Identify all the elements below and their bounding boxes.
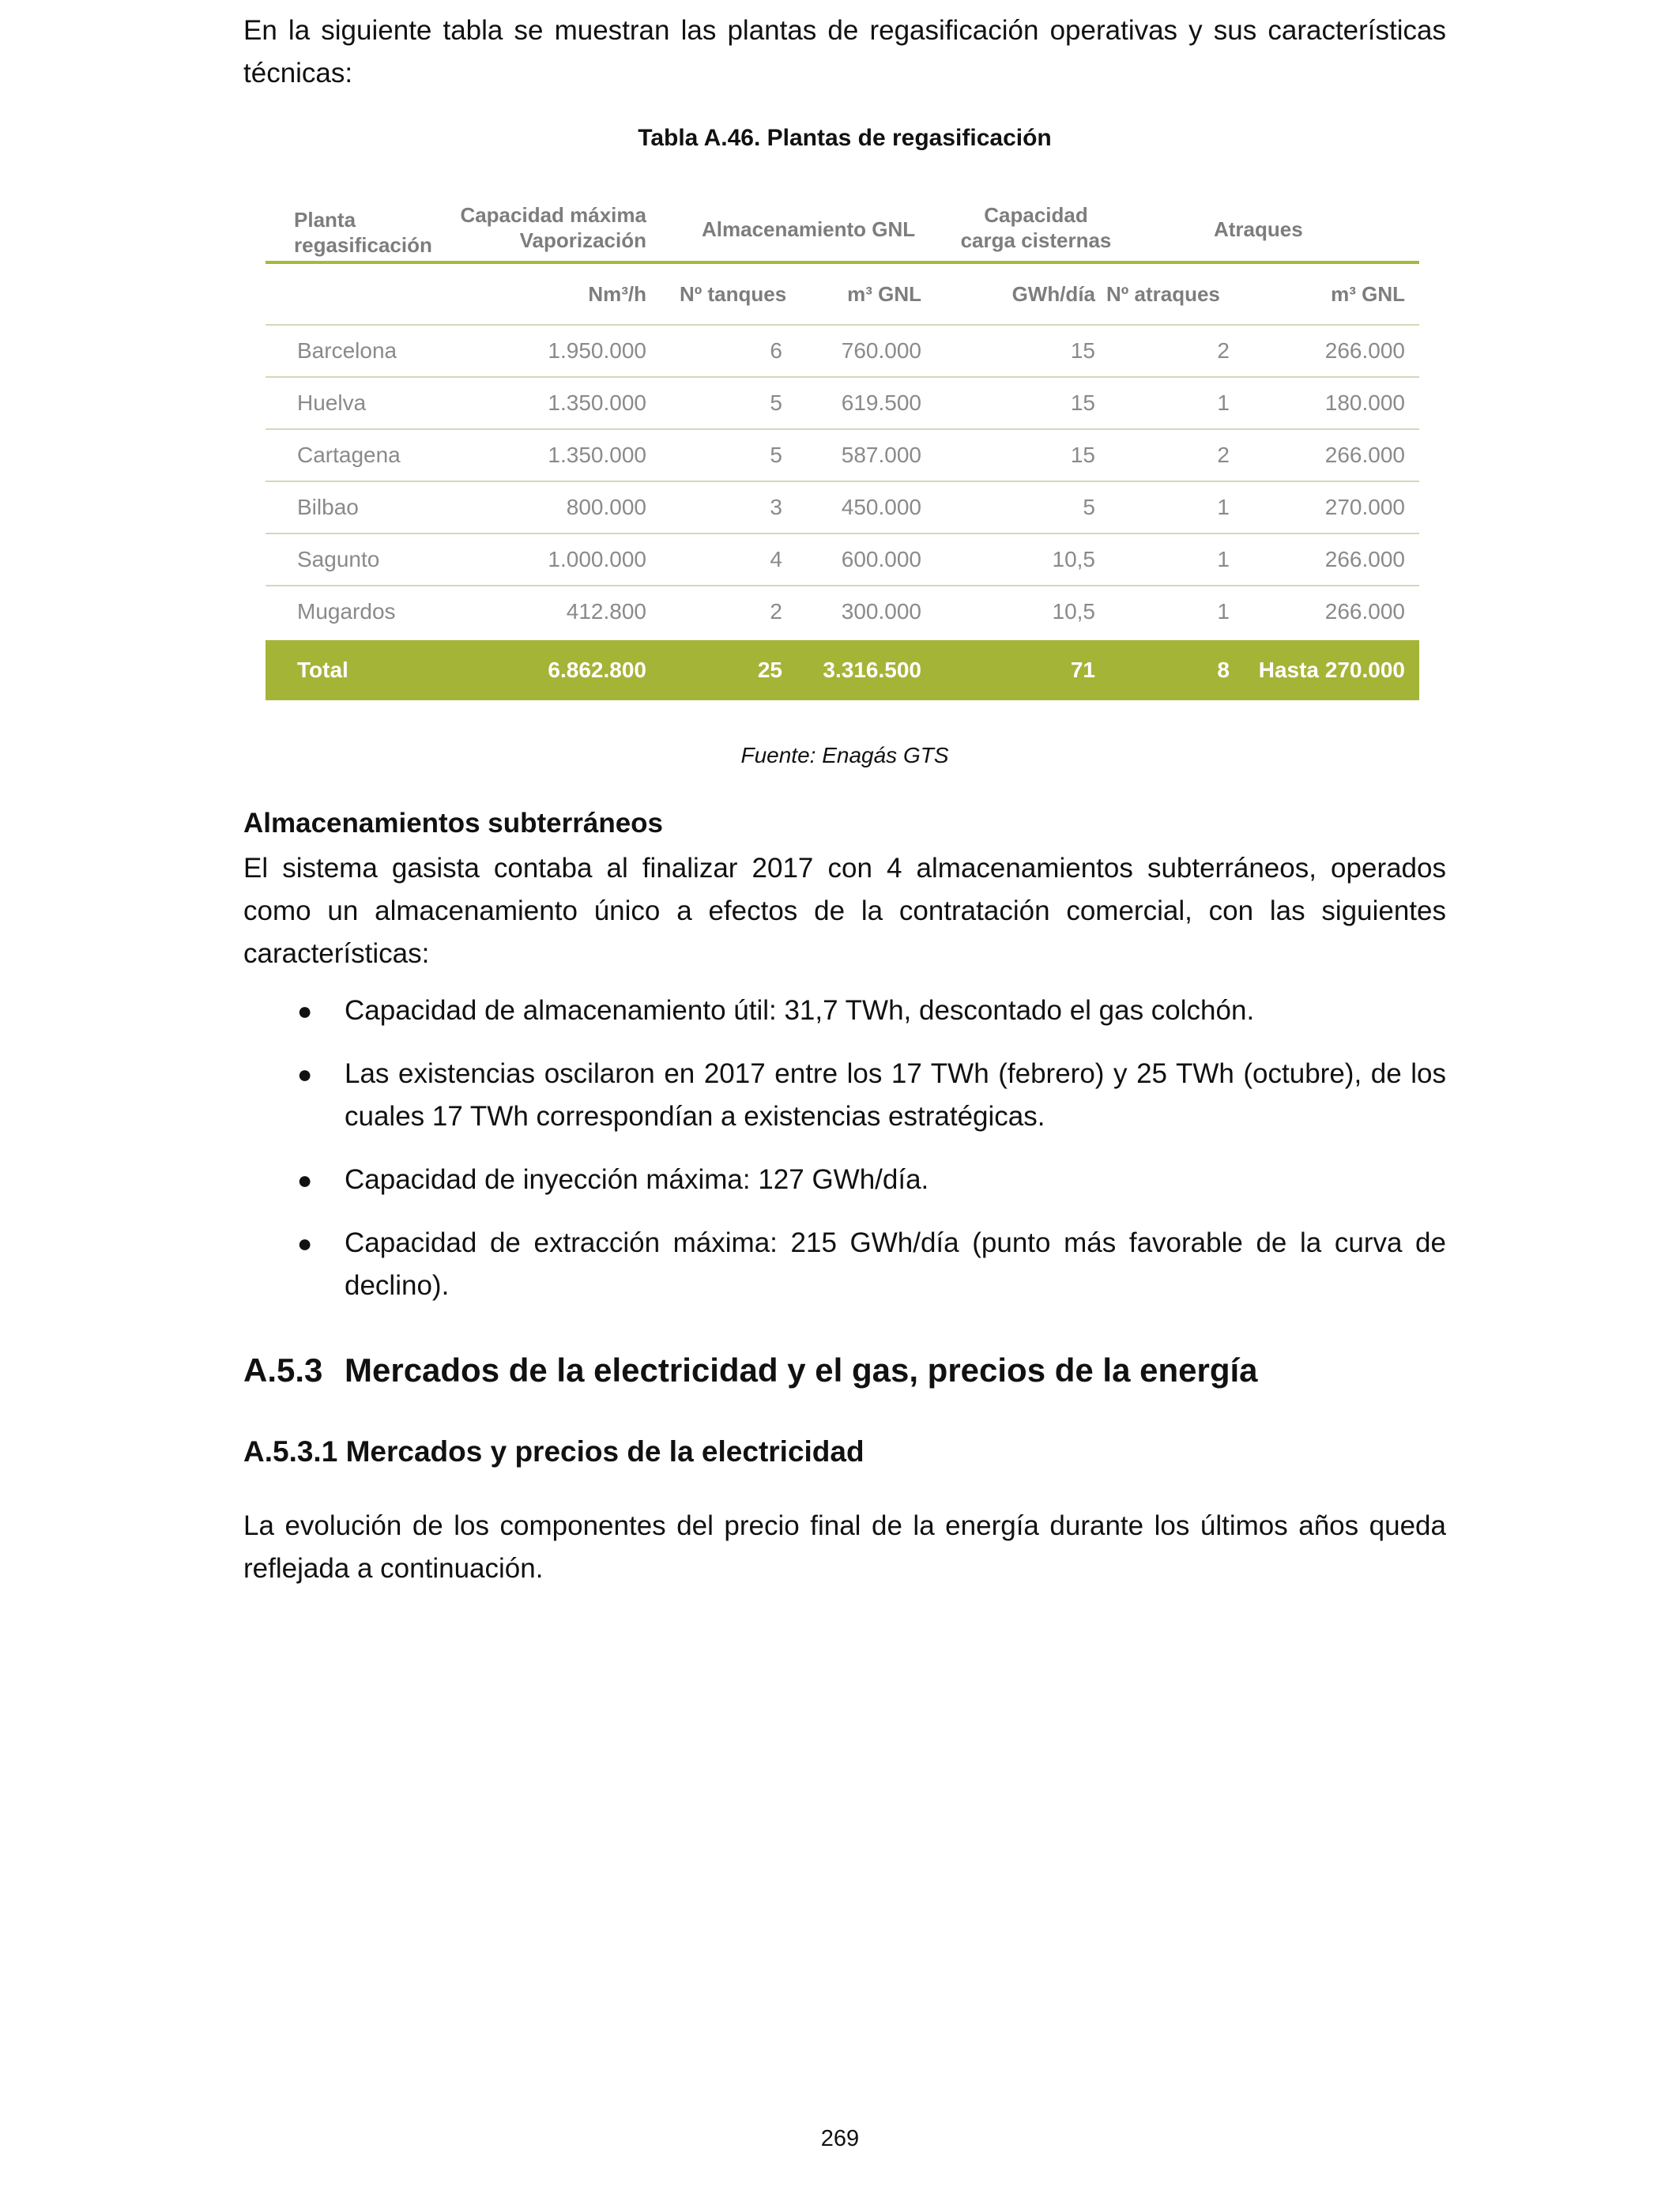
- cell-carga: 10,5: [1052, 599, 1095, 624]
- cell-planta: Huelva: [297, 390, 367, 415]
- cell-atraques: 1: [1217, 495, 1230, 519]
- cell-carga: 15: [1070, 338, 1095, 363]
- intro-paragraph: En la siguiente tabla se muestran las plantas de regasificación operativas y sus características técnicas:: [243, 15, 1446, 89]
- total-tanques: 25: [757, 658, 782, 682]
- list-item-text: Capacidad de almacenamiento útil: 31,7 TWh, descontado el gas colchón.: [345, 995, 1255, 1026]
- cell-planta: Cartagena: [297, 443, 401, 467]
- list-item: [243, 990, 1446, 1032]
- cell-m3-atraques: 180.000: [1324, 390, 1405, 415]
- cell-tanques: 6: [770, 338, 782, 363]
- closing-paragraph: La evolución de los componentes del precio final de la energía durante los últimos años queda reflejada a continuación.: [243, 1510, 1446, 1584]
- header-planta: [294, 207, 432, 258]
- table-row: [266, 326, 1419, 378]
- table-row: [266, 378, 1419, 430]
- total-label: Total: [297, 658, 348, 682]
- cell-vaporizacion: 1.000.000: [548, 547, 646, 571]
- bullet-icon: ●: [297, 1166, 313, 1194]
- cell-almacenamiento: 600.000: [841, 547, 921, 571]
- cell-tanques: 2: [770, 599, 782, 624]
- total-almacenamiento: 3.316.500: [823, 658, 921, 682]
- cell-planta: Mugardos: [297, 599, 396, 624]
- cell-atraques: 1: [1217, 599, 1230, 624]
- total-atraques: 8: [1217, 658, 1230, 682]
- total-vaporizacion: 6.862.800: [548, 658, 646, 682]
- cell-tanques: 5: [770, 443, 782, 467]
- almacenamientos-paragraph: El sistema gasista contaba al finalizar 2017 con 4 almacenamientos subterráneos, operados como un almacenamiento único a efectos de la contratación comercial, con las siguientes características:: [243, 853, 1446, 969]
- header-capacidad-vaporizacion: [447, 202, 646, 253]
- cell-planta: Sagunto: [297, 547, 380, 571]
- header-planta-line1: Planta: [294, 208, 356, 232]
- subsection-heading: A.5.3.1 Mercados y precios de la electricidad: [243, 1435, 864, 1468]
- table-row: [266, 586, 1419, 639]
- header-capacidad-line2: Vaporización: [519, 228, 646, 252]
- unit-nm3h: Nm³/h: [588, 282, 646, 306]
- total-m3-atraques: Hasta 270.000: [1258, 658, 1405, 682]
- list-item-text: Capacidad de extracción máxima: 215 GWh/día (punto más favorable de la curva de declino).: [345, 1227, 1446, 1301]
- cell-m3-atraques: 266.000: [1324, 599, 1405, 624]
- cell-m3-atraques: 270.000: [1324, 495, 1405, 519]
- cell-atraques: 2: [1217, 338, 1230, 363]
- page-number: 269: [820, 2126, 860, 2151]
- cell-almacenamiento: 760.000: [841, 338, 921, 363]
- list-item-text: Capacidad de inyección máxima: 127 GWh/día.: [345, 1164, 929, 1195]
- header-almacenamiento: Almacenamiento GNL: [702, 217, 916, 241]
- cell-tanques: 3: [770, 495, 782, 519]
- cell-atraques: 2: [1217, 443, 1230, 467]
- cell-carga: 15: [1070, 390, 1095, 415]
- cell-almacenamiento: 619.500: [841, 390, 921, 415]
- section-heading: [243, 1351, 1258, 1389]
- cell-vaporizacion: 1.950.000: [548, 338, 646, 363]
- cell-almacenamiento: 587.000: [841, 443, 921, 467]
- section-number: A.5.3: [243, 1351, 323, 1389]
- cell-carga: 10,5: [1052, 547, 1095, 571]
- cell-vaporizacion: 412.800: [566, 599, 646, 624]
- cell-m3-atraques: 266.000: [1324, 338, 1405, 363]
- unit-m3-gnl-atraques: m³ GNL: [1331, 282, 1405, 306]
- cell-vaporizacion: 800.000: [566, 495, 646, 519]
- characteristics-list: [243, 990, 1446, 1328]
- list-item: [243, 1159, 1446, 1201]
- table-row: [266, 430, 1419, 482]
- cell-vaporizacion: 1.350.000: [548, 390, 646, 415]
- table-caption: Tabla A.46. Plantas de regasificación: [638, 125, 1052, 151]
- unit-atraques: Nº atraques: [1106, 282, 1220, 306]
- header-carga-line2: carga cisternas: [960, 228, 1112, 252]
- almacenamientos-heading: Almacenamientos subterráneos: [243, 808, 664, 839]
- regasification-table: [266, 198, 1419, 703]
- bullet-icon: ●: [297, 997, 313, 1025]
- cell-carga: 5: [1083, 495, 1095, 519]
- list-item: [243, 1222, 1446, 1307]
- header-rule: [266, 261, 1419, 264]
- table-row: [266, 534, 1419, 586]
- cell-carga: 15: [1070, 443, 1095, 467]
- unit-gwh-dia: GWh/día: [1011, 282, 1095, 306]
- section-title: Mercados de la electricidad y el gas, precios de la energía: [345, 1351, 1258, 1389]
- unit-m3-gnl-storage: m³ GNL: [847, 282, 921, 306]
- table-total-row: [266, 640, 1419, 700]
- unit-tanques: Nº tanques: [680, 282, 787, 306]
- table-row: [266, 482, 1419, 534]
- cell-almacenamiento: 300.000: [841, 599, 921, 624]
- bullet-icon: ●: [297, 1060, 313, 1088]
- header-capacidad-carga: [921, 202, 1151, 253]
- total-carga: 71: [1070, 658, 1095, 682]
- cell-planta: Barcelona: [297, 338, 397, 363]
- header-capacidad-line1: Capacidad máxima: [460, 203, 646, 227]
- cell-tanques: 5: [770, 390, 782, 415]
- cell-almacenamiento: 450.000: [841, 495, 921, 519]
- cell-atraques: 1: [1217, 390, 1230, 415]
- table-source: Fuente: Enagás GTS: [740, 743, 949, 767]
- bullet-icon: ●: [297, 1229, 313, 1257]
- header-carga-line1: Capacidad: [984, 203, 1088, 227]
- cell-m3-atraques: 266.000: [1324, 547, 1405, 571]
- header-atraques: Atraques: [1214, 217, 1303, 241]
- cell-planta: Bilbao: [297, 495, 359, 519]
- cell-atraques: 1: [1217, 547, 1230, 571]
- cell-vaporizacion: 1.350.000: [548, 443, 646, 467]
- cell-m3-atraques: 266.000: [1324, 443, 1405, 467]
- list-item: [243, 1053, 1446, 1138]
- header-planta-line2: regasificación: [294, 233, 432, 257]
- list-item-text: Las existencias oscilaron en 2017 entre los 17 TWh (febrero) y 25 TWh (octubre), de los cuales 17 TWh correspondían a existencias estratégicas.: [345, 1058, 1446, 1132]
- cell-tanques: 4: [770, 547, 782, 571]
